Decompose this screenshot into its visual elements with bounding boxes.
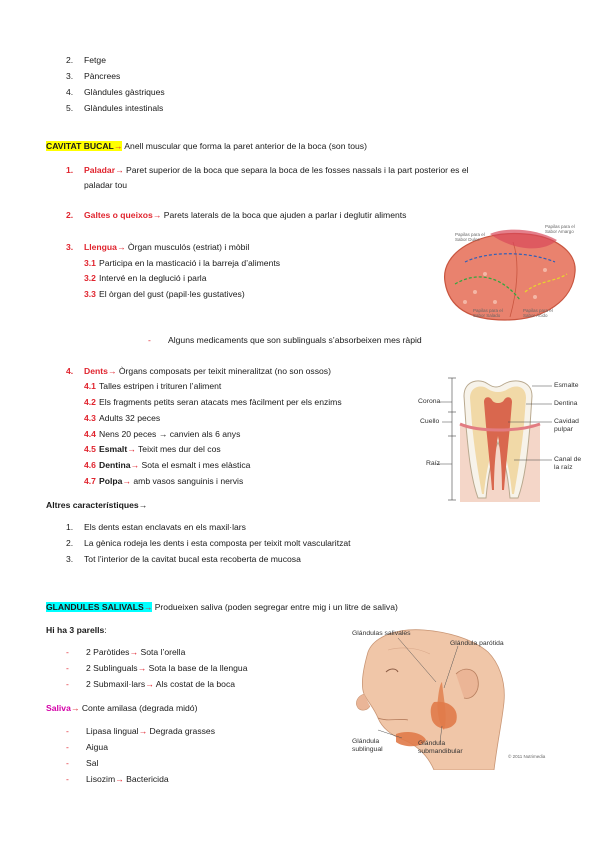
parell-item: - 2 Paròtides→ Sota l’orella <box>66 647 186 657</box>
dents-sub: 4.4 Nens 20 peces → canvien als 6 anys <box>84 429 241 439</box>
dents-item: 4. Dents→ Òrgans composats per teixit mineralitzat (no son ossos) <box>66 366 331 376</box>
dents-sub: 4.6 Dentina→ Sota el esmalt i mes elàstica <box>84 460 251 470</box>
tooth-drawing <box>418 376 586 502</box>
parell-item: - 2 Submaxil·lars→ Als costat de la boca <box>66 679 236 689</box>
parell-item: - 2 Sublinguals→ Sota la base de la llengua <box>66 663 248 673</box>
altres-item: 1. Els dents estan enclavats en els maxil·lars <box>66 522 246 532</box>
organ-item: 3. Pàncrees <box>66 71 121 81</box>
head-label: Glándula sublingual <box>352 738 383 753</box>
tongue-label: Papilas para el Sabor Salado <box>473 308 503 318</box>
organ-item: 4. Glàndules gàstriques <box>66 87 165 97</box>
llengua-item: 3. Llengua→ Òrgan musculós (estriat) i mòbil <box>66 242 250 252</box>
altres-heading: Altres característiques→ <box>46 500 148 510</box>
dents-sub: 4.1 Talles estripen i trituren l’aliment <box>84 381 222 391</box>
head-label: Glándulas salivales <box>352 630 411 637</box>
salivary-glands-illustration <box>338 622 560 770</box>
paladar-item: 1. Paladar→ Paret superior de la boca que separa la boca de les fosses nassals i la part posterior es el <box>66 165 469 175</box>
llengua-sub: 3.2 Intervé en la deglució i parla <box>84 273 207 283</box>
organ-item: 2. Fetge <box>66 55 106 65</box>
dents-sub: 4.2 Els fragments petits seran atacats mes fàcilment per els enzims <box>84 397 342 407</box>
tooth-illustration <box>418 376 586 502</box>
tooth-label-left: Cuello <box>420 418 440 425</box>
saliva-heading: Saliva→ Conte amilasa (degrada midó) <box>46 703 198 713</box>
tongue-label: Papilas para el Sabor Amargo <box>545 224 575 234</box>
cavitat-title: CAVITAT BUCAL→ <box>46 141 123 151</box>
tongue-illustration <box>425 222 580 328</box>
tongue-label: Papilas para el Sabor Ácido <box>523 308 553 318</box>
llengua-sub: 3.3 El òrgan del gust (papil·les gustatives) <box>84 289 245 299</box>
tooth-label-right: Canal de la raíz <box>554 456 582 471</box>
dents-sub: 4.7 Polpa→ amb vasos sanguinis i nervis <box>84 476 244 486</box>
saliva-component: - Aigua <box>66 742 108 752</box>
parells-heading: Hi ha 3 parells: <box>46 625 107 635</box>
dents-sub: 4.5 Esmalt→ Teixit mes dur del cos <box>84 444 221 454</box>
galtes-item: 2. Galtes o queixos→ Parets laterals de la boca que ajuden a parlar i deglutir aliments <box>66 210 407 220</box>
head-label: Glándula parótida <box>450 640 504 647</box>
cavitat-heading: CAVITAT BUCAL→ Anell muscular que forma la paret anterior de la boca (son tous) <box>46 141 367 151</box>
dents-sub: 4.3 Adults 32 peces <box>84 413 161 423</box>
llengua-note: - Alguns medicaments que son sublinguals s’absorbeixen mes ràpid <box>148 335 422 345</box>
glandules-heading: GLANDULES SALIVALS→ Produeixen saliva (poden segregar entre mig i un litre de saliva) <box>46 602 398 612</box>
organ-item: 5. Glàndules intestinals <box>66 103 164 113</box>
tooth-label-left: Raíz <box>426 460 440 467</box>
saliva-component: - Sal <box>66 758 99 768</box>
tongue-label: Papilas para el Sabor Dulce <box>455 232 485 242</box>
saliva-component: - Lipasa lingual→ Degrada grasses <box>66 726 215 736</box>
head-label: Glándula submandibular <box>418 740 463 755</box>
tooth-label-left: Corona <box>418 398 441 405</box>
saliva-component: - Lisozim→ Bactericida <box>66 774 169 784</box>
tooth-label-right: Esmalte <box>554 382 579 389</box>
llengua-sub: 3.1 Participa en la masticació i la barreja d’aliments <box>84 258 281 268</box>
glandules-title: GLANDULES SALIVALS→ <box>46 602 153 612</box>
altres-item: 2. La gènica rodeja les dents i esta composta per teixit molt vascularitzat <box>66 538 351 548</box>
tooth-label-right: Dentina <box>554 400 578 407</box>
paladar-line2: paladar tou <box>84 180 128 190</box>
tooth-label-right: Cavidad pulpar <box>554 418 579 433</box>
head-copyright: © 2011 Nutrimedia <box>508 754 546 759</box>
altres-item: 3. Tot l’interior de la cavitat bucal esta recoberta de mucosa <box>66 554 301 564</box>
